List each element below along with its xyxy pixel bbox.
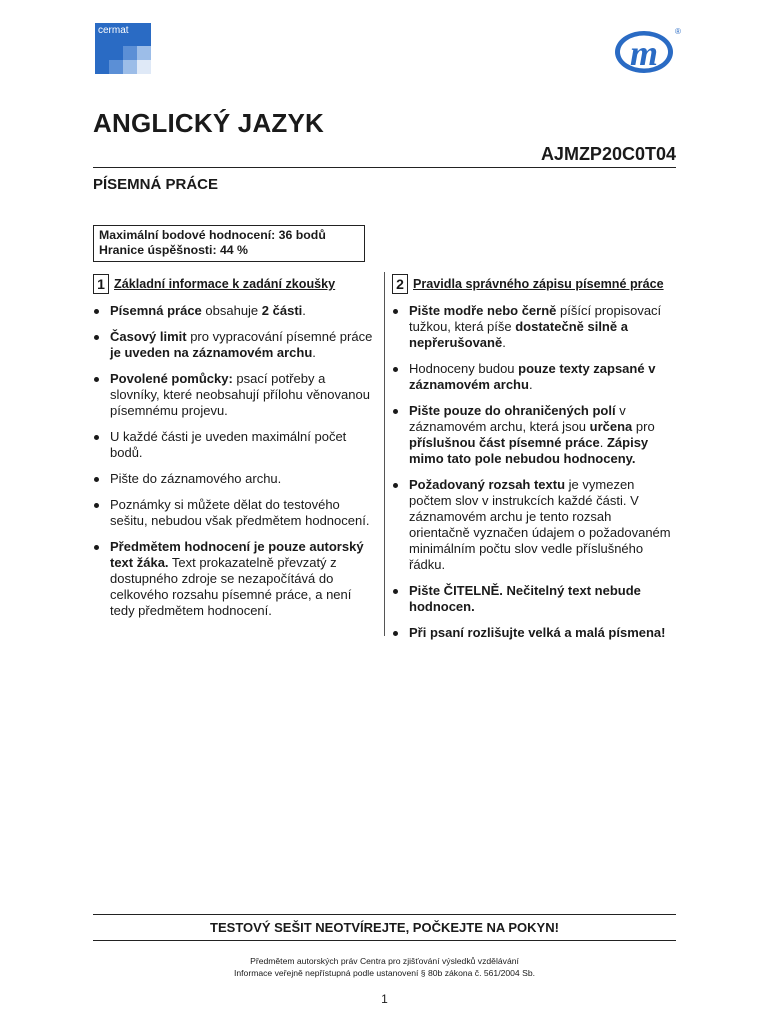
pass-threshold: Hranice úspěšnosti: 44 % (99, 243, 248, 257)
m-logo (612, 24, 684, 78)
footer-notice: TESTOVÝ SEŠIT NEOTVÍREJTE, POČKEJTE NA POKYN! (210, 920, 559, 935)
footer-divider (93, 940, 676, 941)
copyright-line: Předmětem autorských práv Centra pro zjišťování výsledků vzdělávání (250, 956, 519, 966)
m-logo-letter: m (629, 33, 659, 73)
section-number: 1 (93, 274, 109, 294)
rules-list (392, 303, 672, 641)
column-divider (384, 272, 385, 636)
section-title: Základní informace k zadání zkoušky (114, 277, 336, 291)
list-item: Časový limit pro vypracování písemné práce je uveden na záznamovém archu. (93, 329, 373, 361)
info-list (93, 303, 373, 619)
cermat-logo-text: cermat (98, 25, 129, 36)
cermat-logo (95, 23, 151, 74)
list-item: Předmětem hodnocení je pouze autorský text žáka. Text prokazatelně převzatý z dostupného zdroje se nezapočítává do celkového rozsahu písemné práce, a není tedy předmětem hodnocení. (93, 539, 373, 619)
section-basic-info (93, 274, 373, 629)
list-item: Pište ČITELNĚ. Nečitelný text nebude hodnocen. (392, 583, 672, 615)
section-writing-rules (392, 274, 672, 651)
copyright-line: Informace veřejně nepřístupná podle ustanovení § 80b zákona č. 561/2004 Sb. (234, 968, 535, 978)
list-item: Požadovaný rozsah textu je vymezen počtem slov v instrukcích každé části. V záznamovém archu je tento rozsah orientačně vyznačen údajem o požadovaném minimálním počtu slov vedle příslušného řádku. (392, 477, 672, 573)
list-item: U každé části je uveden maximální počet bodů. (93, 429, 373, 461)
test-code: AJMZP20C0T04 (540, 144, 676, 164)
list-item: Písemná práce obsahuje 2 části. (93, 303, 373, 319)
list-item: Pište modře nebo černě píšící propisovací tužkou, která píše dostatečně silně a nepřerušovaně. (392, 303, 672, 351)
list-item: Pište pouze do ohraničených polí v záznamovém archu, která jsou určena pro příslušnou část písemné práce. Zápisy mimo tato pole nebudou hodnoceny. (392, 403, 672, 467)
page-subtitle: PÍSEMNÁ PRÁCE (93, 176, 219, 193)
footer-divider (93, 914, 676, 915)
copyright-notice (93, 955, 676, 979)
max-score: Maximální bodové hodnocení: 36 bodů (99, 228, 326, 242)
list-item: Povolené pomůcky: psací potřeby a slovníky, které neobsahují přílohu věnovanou písemnému projevu. (93, 371, 373, 419)
score-box (93, 225, 365, 262)
title-divider (93, 167, 676, 168)
list-item: Pište do záznamového archu. (93, 471, 373, 487)
page-number: 1 (381, 992, 388, 1006)
section-title: Pravidla správného zápisu písemné práce (413, 277, 664, 291)
section-number: 2 (392, 274, 408, 294)
registered-mark: ® (675, 27, 681, 36)
list-item: Při psaní rozlišujte velká a malá písmena! (392, 625, 672, 641)
list-item: Poznámky si můžete dělat do testového sešitu, nebudou však předmětem hodnocení. (93, 497, 373, 529)
list-item: Hodnoceny budou pouze texty zapsané v záznamovém archu. (392, 361, 672, 393)
page-title: ANGLICKÝ JAZYK (93, 108, 325, 138)
